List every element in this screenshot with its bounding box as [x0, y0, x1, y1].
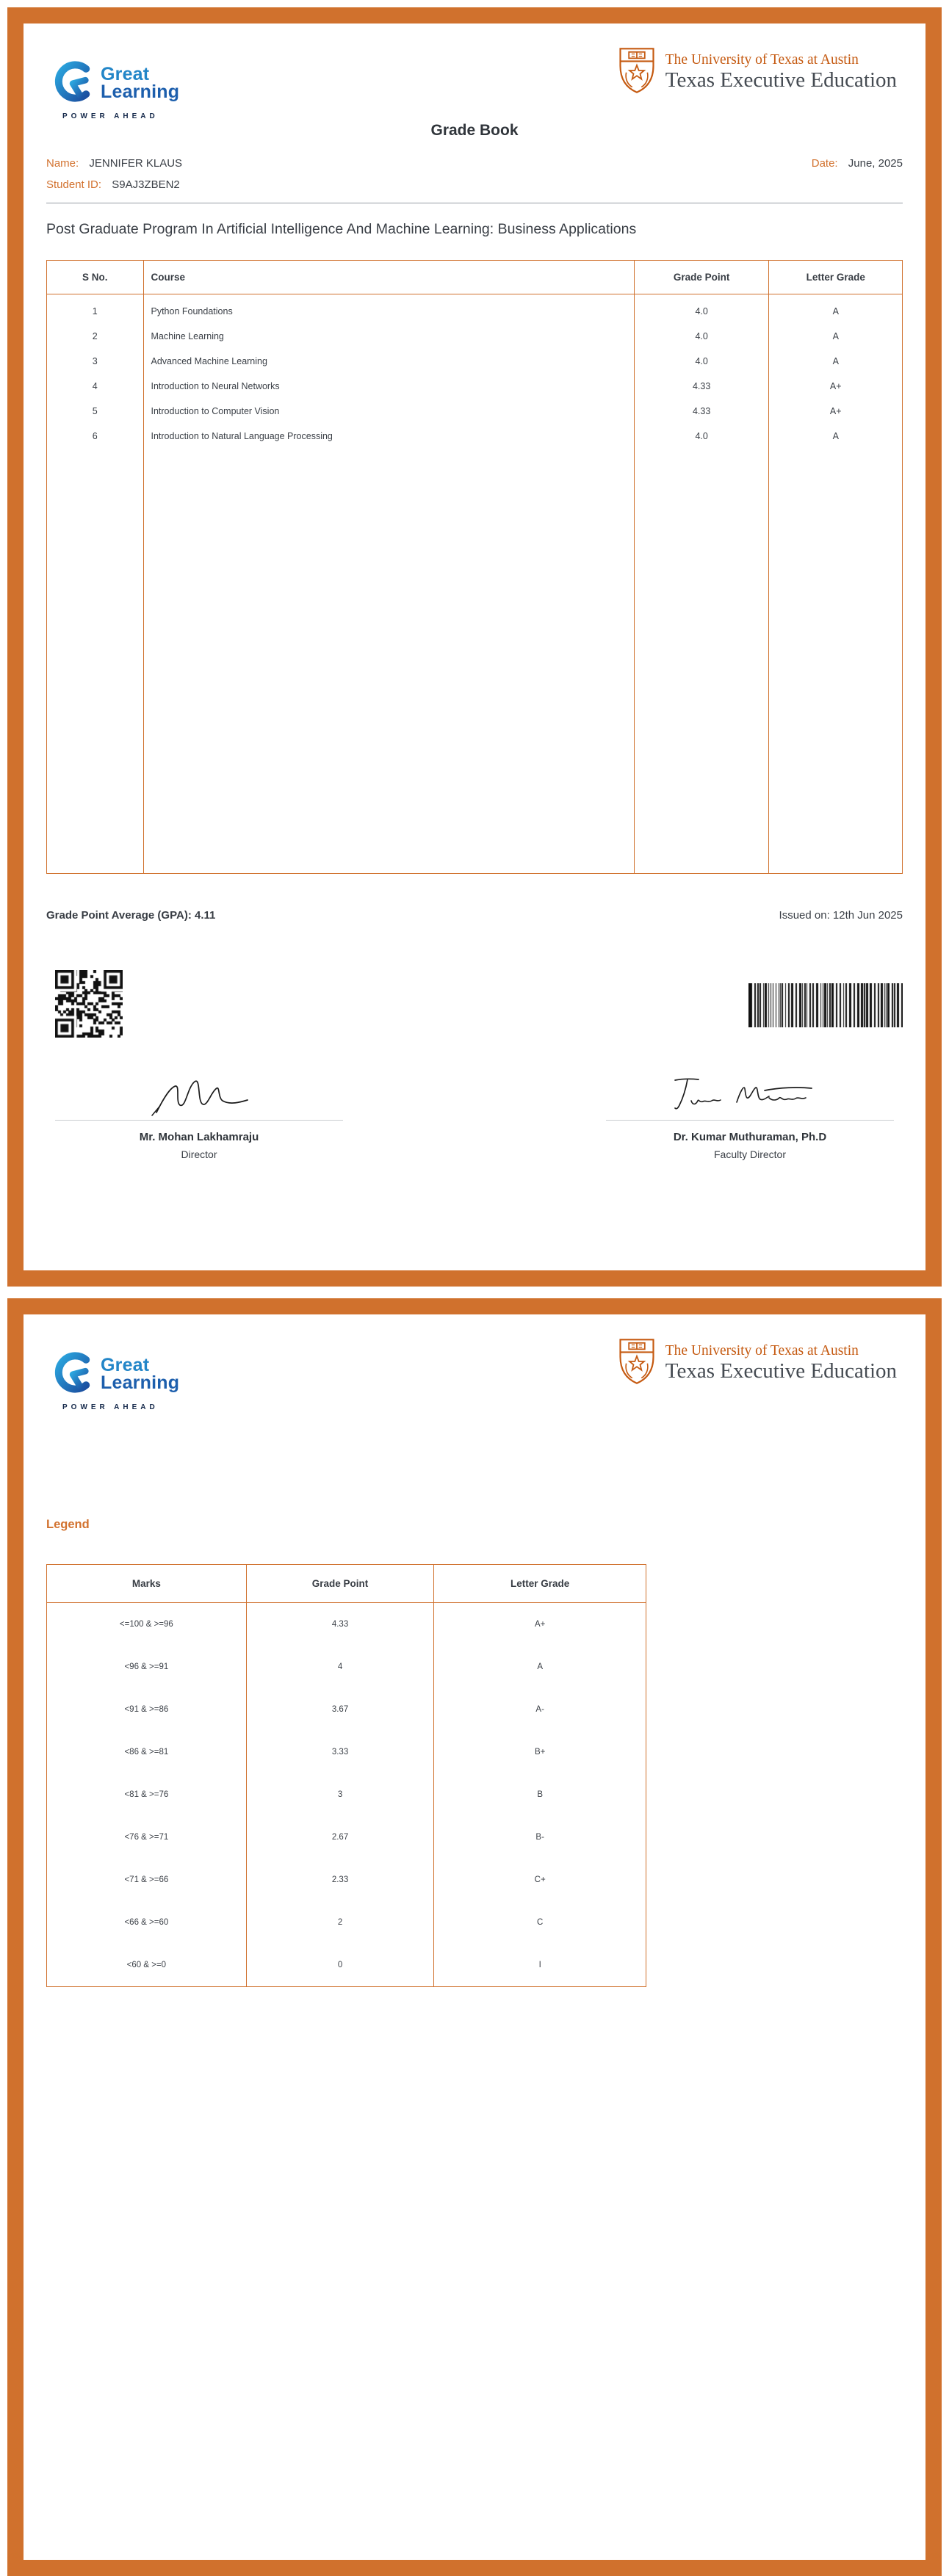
- cell-letter-grade: A+: [769, 399, 903, 424]
- legend-cell-grade-point: 4.33: [246, 1603, 434, 1646]
- page-title: Grade Book: [430, 122, 519, 139]
- great-learning-logo-top: [52, 1351, 184, 1397]
- cell-grade-point: 4.0: [634, 349, 769, 374]
- director-signature-icon: [55, 1068, 343, 1120]
- legend-cell-grade-point: 2.67: [246, 1816, 434, 1859]
- legend-row: [47, 1688, 646, 1731]
- cell-letter-grade: A: [769, 424, 903, 449]
- header-letter-grade: Letter Grade: [769, 261, 903, 294]
- grades-header-row: [47, 261, 903, 294]
- student-fields: [46, 157, 903, 200]
- legend-cell-marks: <66 & >=60: [47, 1901, 247, 1944]
- ut-texas-exec-line: Texas Executive Education: [665, 68, 897, 93]
- legend-cell-letter-grade: B+: [434, 1731, 646, 1773]
- legend-row: [47, 1646, 646, 1688]
- cell-letter-grade: A: [769, 324, 903, 349]
- legend-header-row: [47, 1565, 646, 1603]
- table-row: [47, 294, 903, 325]
- faculty-director-name: Dr. Kumar Muthuraman, Ph.D: [673, 1131, 827, 1144]
- cell-grade-point: 4.0: [634, 424, 769, 449]
- table-row: [47, 349, 903, 374]
- cell-letter-grade: A: [769, 294, 903, 325]
- legend-header-letter-grade: Letter Grade: [434, 1565, 646, 1603]
- header-course: Course: [143, 261, 634, 294]
- ut-university-line: The University of Texas at Austin: [665, 1343, 859, 1359]
- legend-table-body: [47, 1603, 646, 1987]
- director-name: Mr. Mohan Lakhamraju: [139, 1131, 259, 1144]
- director-role: Director: [181, 1148, 217, 1161]
- document-header: [46, 23, 903, 120]
- legend-cell-letter-grade: A-: [434, 1688, 646, 1731]
- table-row: [47, 374, 903, 399]
- great-learning-tagline: POWER AHEAD: [62, 1403, 159, 1411]
- cell-grade-point: 4.0: [634, 294, 769, 325]
- ut-shield-icon: [617, 46, 657, 99]
- great-learning-word1: Great: [101, 63, 150, 84]
- cell-letter-grade: A: [769, 349, 903, 374]
- great-learning-logo: [52, 1351, 184, 1411]
- legend-header-marks: Marks: [47, 1565, 247, 1603]
- filler-cell: [47, 449, 144, 874]
- student-id-label: Student ID:: [46, 178, 102, 191]
- legend-table: [46, 1564, 646, 1987]
- legend-row: [47, 1901, 646, 1944]
- great-learning-wordmark: [101, 63, 180, 102]
- name-label: Name:: [46, 157, 79, 170]
- legend-cell-letter-grade: B: [434, 1773, 646, 1816]
- grades-table-head: [47, 261, 903, 294]
- filler-cell: [143, 449, 634, 874]
- name-value: JENNIFER KLAUS: [89, 157, 183, 170]
- ut-austin-logo: [617, 1336, 897, 1390]
- legend-cell-letter-grade: A: [434, 1646, 646, 1688]
- great-learning-g-icon: [52, 60, 95, 106]
- signature-block-director: [55, 1068, 343, 1160]
- legend-cell-marks: <=100 & >=96: [47, 1603, 247, 1646]
- ut-wordmark: [665, 1343, 897, 1383]
- signature-block-faculty-director: [606, 1068, 894, 1160]
- page-2-content: [24, 1314, 925, 2560]
- issued-on-text: Issued on: 12th Jun 2025: [779, 909, 903, 922]
- legend-cell-letter-grade: I: [434, 1944, 646, 1987]
- date-field: [812, 157, 903, 170]
- student-fields-right: [812, 157, 903, 200]
- legend-cell-letter-grade: A+: [434, 1603, 646, 1646]
- gradebook-page-1: [7, 7, 942, 1287]
- great-learning-word1: Great: [101, 1354, 150, 1375]
- ut-shield-icon: [617, 1336, 657, 1390]
- legend-cell-grade-point: 2.33: [246, 1859, 434, 1901]
- legend-row: [47, 1859, 646, 1901]
- legend-cell-marks: <81 & >=76: [47, 1773, 247, 1816]
- cell-course: Introduction to Natural Language Processing: [143, 424, 634, 449]
- filler-cell: [769, 449, 903, 874]
- student-id-value: S9AJ3ZBEN2: [112, 178, 180, 191]
- legend-cell-grade-point: 3: [246, 1773, 434, 1816]
- date-label: Date:: [811, 157, 838, 170]
- date-value: June, 2025: [848, 157, 903, 170]
- great-learning-logo: [52, 60, 184, 120]
- name-field: [46, 157, 182, 170]
- grades-table-body: [47, 294, 903, 874]
- cell-grade-point: 4.33: [634, 374, 769, 399]
- legend-row: [47, 1944, 646, 1987]
- great-learning-g-icon: [52, 1351, 95, 1397]
- cell-sno: 2: [47, 324, 144, 349]
- ut-wordmark: [665, 52, 897, 92]
- legend-cell-grade-point: 3.33: [246, 1731, 434, 1773]
- grades-table: [46, 260, 903, 874]
- program-title: Post Graduate Program In Artificial Intelligence And Machine Learning: Business Applications: [46, 221, 637, 237]
- cell-course: Introduction to Neural Networks: [143, 374, 634, 399]
- cell-course: Machine Learning: [143, 324, 634, 349]
- signature-row: [46, 1068, 903, 1160]
- cell-course: Introduction to Computer Vision: [143, 399, 634, 424]
- legend-cell-marks: <60 & >=0: [47, 1944, 247, 1987]
- cell-sno: 3: [47, 349, 144, 374]
- legend-cell-marks: <76 & >=71: [47, 1816, 247, 1859]
- cell-grade-point: 4.0: [634, 324, 769, 349]
- ut-austin-logo: [617, 46, 897, 99]
- director-signature-line: [55, 1120, 343, 1121]
- table-filler-row: [47, 449, 903, 874]
- legend-header-grade-point: Grade Point: [246, 1565, 434, 1603]
- cell-course: Python Foundations: [143, 294, 634, 325]
- ut-university-line: The University of Texas at Austin: [665, 52, 859, 68]
- legend-row: [47, 1731, 646, 1773]
- legend-cell-marks: <96 & >=91: [47, 1646, 247, 1688]
- legend-cell-letter-grade: C: [434, 1901, 646, 1944]
- legend-cell-grade-point: 2: [246, 1901, 434, 1944]
- legend-cell-grade-point: 0: [246, 1944, 434, 1987]
- great-learning-tagline: POWER AHEAD: [62, 112, 159, 120]
- great-learning-logo-top: [52, 60, 184, 106]
- legend-cell-marks: <71 & >=66: [47, 1859, 247, 1901]
- legend-row: [47, 1773, 646, 1816]
- cell-sno: 5: [47, 399, 144, 424]
- cell-grade-point: 4.33: [634, 399, 769, 424]
- table-row: [47, 424, 903, 449]
- great-learning-wordmark: [101, 1354, 180, 1393]
- faculty-director-role: Faculty Director: [713, 1148, 787, 1161]
- great-learning-word2: Learning: [101, 81, 180, 102]
- cell-sno: 6: [47, 424, 144, 449]
- faculty-director-signature-line: [606, 1120, 894, 1121]
- faculty-director-signature-icon: [606, 1068, 894, 1120]
- codes-row: [46, 970, 903, 1038]
- header-grade-point: Grade Point: [634, 261, 769, 294]
- legend-cell-marks: <86 & >=81: [47, 1731, 247, 1773]
- table-row: [47, 324, 903, 349]
- header-sno: S No.: [47, 261, 144, 294]
- gradebook-page-2: [7, 1298, 942, 2576]
- cell-sno: 1: [47, 294, 144, 325]
- qr-code-image: [55, 970, 123, 1038]
- legend-cell-letter-grade: B-: [434, 1816, 646, 1859]
- legend-title: Legend: [46, 1518, 90, 1531]
- legend-row: [47, 1603, 646, 1646]
- great-learning-word2: Learning: [101, 1372, 180, 1393]
- legend-cell-grade-point: 3.67: [246, 1688, 434, 1731]
- student-fields-left: [46, 157, 182, 200]
- legend-cell-grade-point: 4: [246, 1646, 434, 1688]
- page-1-content: [24, 23, 925, 1270]
- document-header-page2: [46, 1314, 903, 1411]
- legend-cell-marks: <91 & >=86: [47, 1688, 247, 1731]
- legend-row: [47, 1816, 646, 1859]
- table-row: [47, 399, 903, 424]
- cell-sno: 4: [47, 374, 144, 399]
- legend-cell-letter-grade: C+: [434, 1859, 646, 1901]
- cell-letter-grade: A+: [769, 374, 903, 399]
- legend-table-head: [47, 1565, 646, 1603]
- filler-cell: [634, 449, 769, 874]
- ut-texas-exec-line: Texas Executive Education: [665, 1359, 897, 1383]
- cell-course: Advanced Machine Learning: [143, 349, 634, 374]
- student-id-field: [46, 178, 182, 191]
- gpa-row: [46, 909, 903, 922]
- barcode-image: [748, 983, 903, 1027]
- gpa-text: Grade Point Average (GPA): 4.11: [46, 909, 216, 922]
